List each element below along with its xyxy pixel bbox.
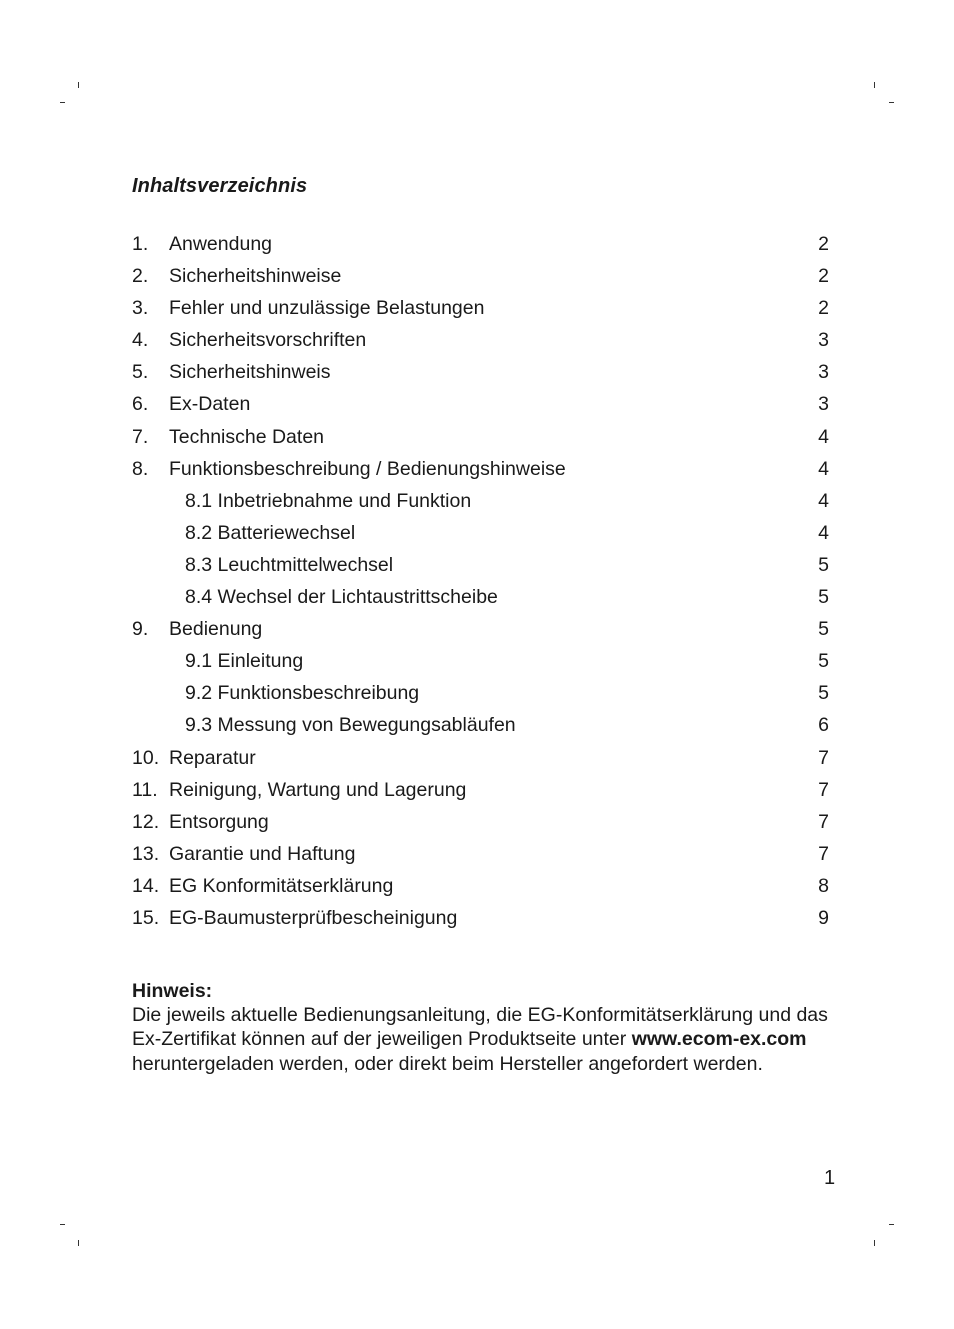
toc-entry-label: Funktionsbeschreibung / Bedienungshinweise	[169, 457, 566, 480]
website-link[interactable]: www.ecom-ex.com	[631, 1028, 807, 1051]
toc-entry-page: 5	[818, 650, 829, 673]
toc-entry[interactable]	[132, 838, 832, 870]
toc-entry-number: 1.	[132, 233, 149, 255]
toc-entry-label: 9.2 Funktionsbeschreibung	[185, 682, 420, 705]
toc-entry-page: 4	[818, 489, 829, 512]
toc-entry-number: 13.	[132, 842, 160, 865]
toc-entry-page: 5	[818, 682, 829, 705]
toc-entry-label: 8.4 Wechsel der Lichtaustrittscheibe	[185, 586, 498, 609]
toc-entry-page: 2	[818, 297, 829, 320]
toc-entry-page: 3	[818, 329, 829, 352]
toc-entry-label: Reinigung, Wartung und Lagerung	[169, 778, 467, 801]
table-of-contents	[132, 228, 832, 934]
toc-entry-label: 9.1 Einleitung	[185, 650, 304, 673]
toc-entry[interactable]	[132, 453, 832, 485]
toc-entry-page: 7	[818, 842, 829, 865]
toc-entry-number: 15.	[132, 906, 160, 929]
toc-entry[interactable]	[132, 870, 832, 902]
toc-entry-label: 8.3 Leuchtmittelwechsel	[185, 553, 394, 576]
toc-entry[interactable]	[132, 902, 832, 934]
toc-subentry[interactable]	[132, 517, 832, 549]
toc-entry-label: EG Konformitätserklärung	[169, 874, 394, 897]
toc-entry-label: EG-Baumusterprüfbescheinigung	[169, 906, 458, 929]
toc-entry-page: 3	[818, 393, 829, 416]
toc-entry[interactable]	[132, 613, 832, 645]
toc-subentry[interactable]	[132, 677, 832, 709]
toc-entry-label: Fehler und unzulässige Belastungen	[169, 297, 485, 320]
toc-subentry[interactable]	[132, 709, 832, 741]
crop-mark	[78, 82, 79, 88]
toc-subentry[interactable]	[132, 485, 832, 517]
toc-entry-label: Reparatur	[169, 746, 256, 769]
toc-entry-page: 2	[818, 265, 829, 288]
toc-subentry[interactable]	[132, 581, 832, 613]
toc-entry-label: Technische Daten	[169, 425, 325, 448]
crop-mark	[874, 82, 875, 88]
toc-entry-page: 6	[818, 714, 829, 737]
toc-entry[interactable]	[132, 324, 832, 356]
toc-entry-number: 6.	[132, 393, 149, 416]
toc-entry-label: Sicherheitshinweis	[169, 361, 331, 384]
toc-entry-page: 7	[818, 778, 829, 801]
toc-entry[interactable]	[132, 742, 832, 774]
toc-entry[interactable]	[132, 292, 832, 324]
note-text: Die jeweils aktuelle Bedienungsanleitung, die EG-Konformitätserklärung und das Ex-Zertifikat können auf der jeweiligen Produktseite unter	[132, 1004, 828, 1051]
crop-mark	[60, 102, 65, 103]
note-text: heruntergeladen werden, oder direkt beim Hersteller angefordert werden.	[132, 1052, 763, 1075]
crop-mark	[889, 102, 894, 103]
crop-mark	[874, 1240, 875, 1246]
toc-entry-number: 11.	[132, 778, 158, 801]
toc-subentry[interactable]	[132, 645, 832, 677]
toc-entry-page: 5	[818, 553, 829, 576]
toc-entry-number: 3.	[132, 297, 149, 320]
page-number: 1	[824, 1167, 836, 1189]
toc-entry-number: 14.	[132, 874, 160, 897]
toc-entry-label: Entsorgung	[169, 810, 269, 833]
crop-mark	[889, 1224, 894, 1225]
toc-entry-number: 5.	[132, 361, 149, 384]
toc-entry[interactable]	[132, 228, 832, 260]
toc-entry-label: Garantie und Haftung	[169, 842, 356, 865]
crop-mark	[78, 1240, 79, 1246]
toc-subentry[interactable]	[132, 549, 832, 581]
toc-entry-label: Sicherheitshinweise	[169, 265, 342, 288]
note-title: Hinweis:	[132, 980, 213, 1002]
toc-entry-label: Anwendung	[169, 233, 273, 255]
note-section	[132, 979, 852, 1076]
toc-entry-page: 7	[818, 746, 829, 769]
page-title: Inhaltsverzeichnis	[132, 175, 308, 197]
note-body	[132, 1003, 852, 1076]
toc-entry-page: 9	[818, 906, 829, 929]
toc-entry[interactable]	[132, 421, 832, 453]
toc-entry-number: 10.	[132, 746, 160, 769]
toc-entry-page: 3	[818, 361, 829, 384]
toc-entry-number: 8.	[132, 457, 149, 480]
toc-entry-page: 4	[818, 457, 829, 480]
toc-entry-label: Sicherheitsvorschriften	[169, 329, 367, 352]
toc-entry-page: 8	[818, 874, 829, 897]
crop-mark	[60, 1224, 65, 1225]
toc-entry-page: 5	[818, 586, 829, 609]
toc-entry-number: 4.	[132, 329, 149, 352]
toc-entry-label: Bedienung	[169, 618, 263, 641]
toc-entry-page: 2	[818, 233, 829, 255]
toc-entry[interactable]	[132, 260, 832, 292]
toc-entry-number: 12.	[132, 810, 160, 833]
toc-entry-page: 4	[818, 521, 829, 544]
toc-entry[interactable]	[132, 774, 832, 806]
toc-entry-number: 9.	[132, 618, 149, 641]
toc-entry-page: 4	[818, 425, 829, 448]
toc-entry[interactable]	[132, 806, 832, 838]
toc-entry[interactable]	[132, 388, 832, 420]
toc-entry-label: 8.1 Inbetriebnahme und Funktion	[185, 489, 472, 512]
toc-entry-number: 7.	[132, 425, 149, 448]
toc-entry[interactable]	[132, 356, 832, 388]
toc-entry-page: 7	[818, 810, 829, 833]
toc-entry-number: 2.	[132, 265, 149, 288]
toc-entry-label: 8.2 Batteriewechsel	[185, 521, 356, 544]
toc-entry-label: Ex-Daten	[169, 393, 251, 416]
toc-entry-page: 5	[818, 618, 829, 641]
toc-entry-label: 9.3 Messung von Bewegungsabläufen	[185, 714, 516, 737]
